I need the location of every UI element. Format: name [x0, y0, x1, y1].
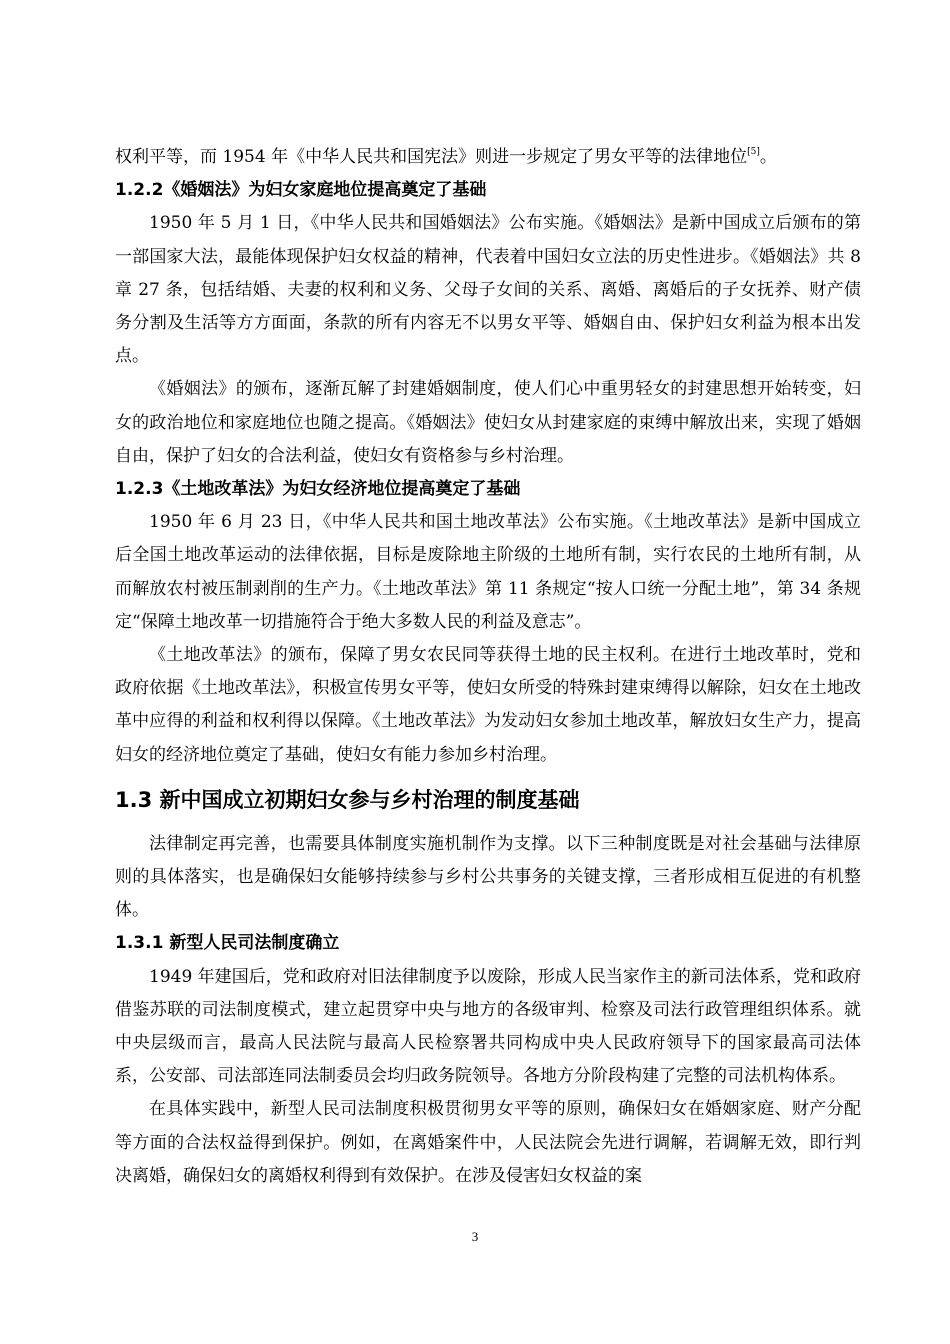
body-paragraph: 1950 年 6 月 23 日，《中华人民共和国土地改革法》公布实施。《土地改革法》是新中国成立后全国土地改革运动的法律依据，目标是废除地主阶级的土地所有制，实行农民的土地所有制，从而解放农村被压制剥削的生产力。《土地改革法》第 11 条规定“按人口统一分配土地”，第 34 条规定“保障土地改革一切措施符合于绝大多数人民的利益及意志”。 [115, 512, 861, 632]
continuation-end: 。 [759, 147, 777, 167]
continuation-paragraph [115, 141, 861, 174]
body-paragraph: 《土地改革法》的颁布，保障了男女农民同等获得土地的民主权利。在进行土地改革时，党和政府依据《土地改革法》，积极宣传男女平等，使妇女所受的特殊封建束缚得以解除，妇女在土地改革中应得的利益和权利得以保障。《土地改革法》为发动妇女参加土地改革，解放妇女生产力，提高妇女的经济地位奠定了基础，使妇女有能力参加乡村治理。 [115, 645, 861, 765]
body-paragraph: 法律制定再完善，也需要具体制度实施机制作为支撑。以下三种制度既是对社会基础与法律原则的具体落实，也是确保妇女能够持续参与乡村公共事务的关键支撑，三者形成相互促进的有机整体。 [115, 833, 861, 921]
body-paragraph: 在具体实践中，新型人民司法制度积极贯彻男女平等的原则，确保妇女在婚姻家庭、财产分配等方面的合法权益得到保护。例如，在离婚案件中，人民法院会先进行调解，若调解无效，即行判决离婚，确保妇女的离婚权利得到有效保护。在涉及侵害妇女权益的案 [115, 1099, 861, 1186]
section-1-3-heading: 1.3 新中国成立初期妇女参与乡村治理的制度基础 [115, 787, 580, 812]
body-paragraph: 《婚姻法》的颁布，逐渐瓦解了封建婚姻制度，使人们心中重男轻女的封建思想开始转变，妇女的政治地位和家庭地位也随之提高。《婚姻法》使妇女从封建家庭的束缚中解放出来，实现了婚姻自由，保护了妇女的合法利益，使妇女有资格参与乡村治理。 [115, 379, 861, 466]
page-number: 3 [471, 1229, 479, 1244]
page-body [115, 141, 861, 1193]
section-1-2-2-heading: 1.2.2《婚姻法》为妇女家庭地位提高奠定了基础 [115, 180, 487, 201]
body-paragraph: 1949 年建国后，党和政府对旧法律制度予以废除，形成人民当家作主的新司法体系，党和政府借鉴苏联的司法制度模式，建立起贯穿中央与地方的各级审判、检察及司法行政管理组织体系。就中央层级而言，最高人民法院与最高人民检察署共同构成中央人民政府领导下的国家最高司法体系，公安部、司法部连同法制委员会均归政务院领导。各地方分阶段构建了完整的司法机构体系。 [115, 966, 861, 1087]
continuation-text: 权利平等，而 1954 年《中华人民共和国宪法》则进一步规定了男女平等的法律地位 [115, 147, 748, 167]
section-1-3-1-heading: 1.3.1 新型人民司法制度确立 [115, 933, 340, 954]
citation-superscript: [5] [747, 147, 760, 157]
section-1-2-3-heading: 1.2.3《土地改革法》为妇女经济地位提高奠定了基础 [115, 479, 521, 500]
body-paragraph: 1950 年 5 月 1 日，《中华人民共和国婚姻法》公布实施。《婚姻法》是新中国成立后颁布的第一部国家大法，最能体现保护妇女权益的精神，代表着中国妇女立法的历史性进步。《婚姻法》共 8 章 27 条，包括结婚、夫妻的权利和义务、父母子女间的关系、离婚、离婚后的子女抚养、财产债务分割及生活等方方面面，条款的所有内容无不以男女平等、婚姻自由、保护妇女利益为根本出发点。 [115, 213, 861, 367]
